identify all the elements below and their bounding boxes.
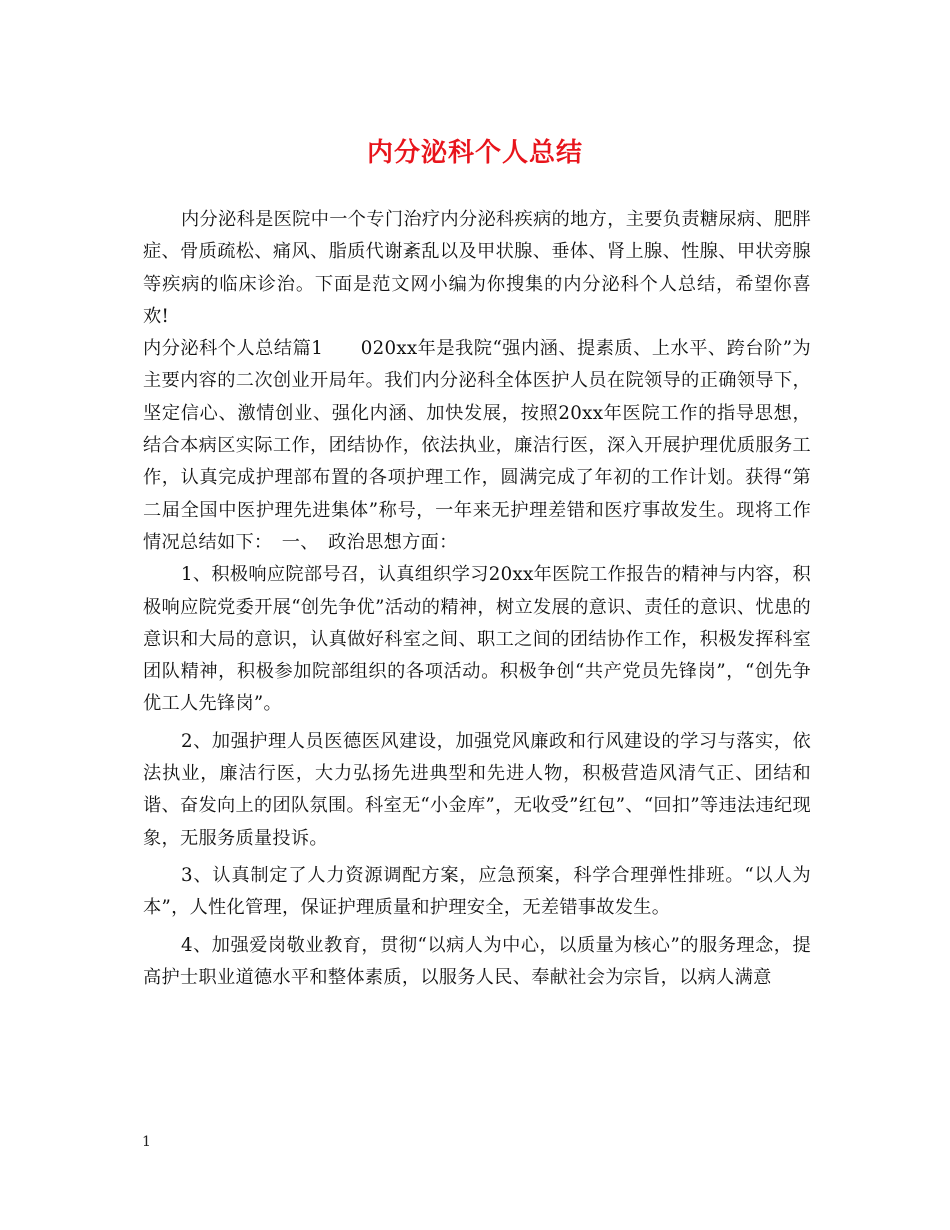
item-paragraph-1: 1、积极响应院部号召，认真组织学习20xx年医院工作报告的精神与内容，积极响应院党委开展“创先争优”活动的精神，树立发展的意识、责任的意识、忧患的意识和大局的意识，认真做好科室之间、职工之间的团结协作工作，积极发挥科室团队精神，积极参加院部组织的各项活动。积极争创“共产党员先锋岗”，“创先争优工人先锋岗”。: [143, 564, 811, 715]
document-title: 内分泌科个人总结: [366, 138, 583, 168]
document-body: [143, 204, 811, 994]
item-paragraph-2: 2、加强护理人员医德医风建设，加强党风廉政和行风建设的学习与落实，依法执业，廉洁行医，大力弘扬先进典型和先进人物，积极营造风清气正、团结和谐、奋发向上的团队氛围。科室无“小金库”，无收受”红包”、“回扣”等违法违纪现象，无服务质量投诉。: [143, 730, 811, 849]
item-paragraph-4: 4、加强爱岗敬业教育，贯彻“以病人为中心，以质量为核心”的服务理念，提高护士职业道德水平和整体素质，以服务人民、奉献社会为宗旨，以病人满意: [143, 934, 811, 988]
page-number: 1: [142, 1134, 151, 1150]
section-paragraph: 内分泌科个人总结篇1 020xx年是我院“强内涵、提素质、上水平、跨台阶”为主要内容的二次创业开局年。我们内分泌科全体医护人员在院领导的正确领导下，坚定信心、激情创业、强化内涵、加快发展，按照20xx年医院工作的指导思想，结合本病区实际工作，团结协作，依法执业，廉洁行医，深入开展护理优质服务工作，认真完成护理部布置的各项护理工作，圆满完成了年初的工作计划。获得“第二届全国中医护理先进集体”称号，一年来无护理差错和医疗事故发生。现将工作情况总结如下： 一、 政治思想方面：: [143, 338, 811, 553]
item-paragraph-3: 3、认真制定了人力资源调配方案，应急预案，科学合理弹性排班。“以人为本”，人性化管理，保证护理质量和护理安全，无差错事故发生。: [143, 864, 811, 919]
intro-paragraph: 内分泌科是医院中一个专门治疗内分泌科疾病的地方，主要负责糖尿病、肥胖症、骨质疏松、痛风、脂质代谢紊乱以及甲状腺、垂体、肾上腺、性腺、甲状旁腺等疾病的临床诊治。下面是范文网小编为你搜集的内分泌科个人总结，希望你喜欢!: [143, 209, 811, 327]
